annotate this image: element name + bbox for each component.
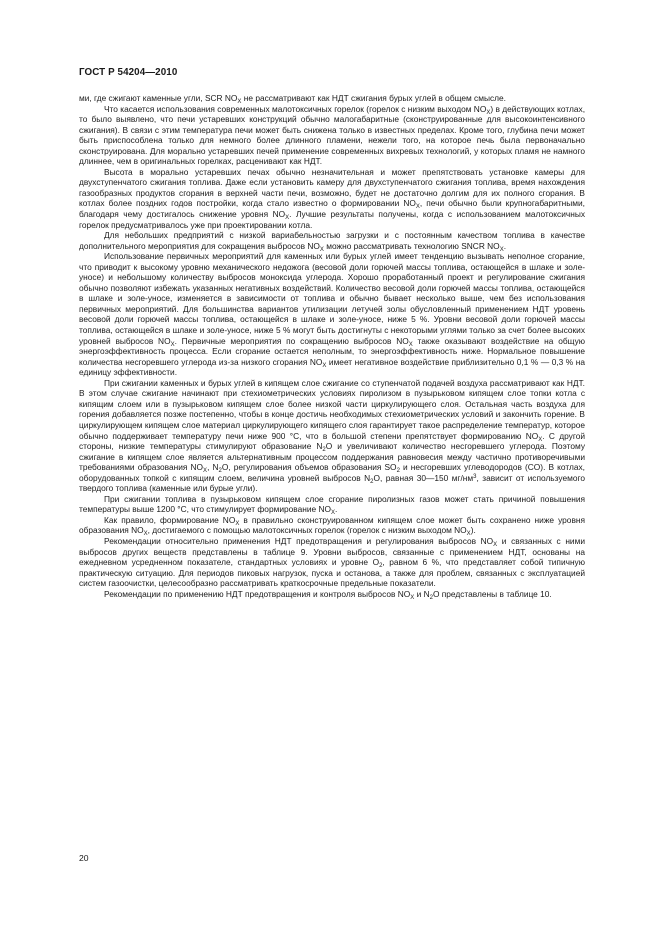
paragraph-2: Что касается использования современных малотоксичных горелок (горелок с низким выходом $NO_X$) в действующих котлах, то было выявлено, что печи устаревших конструкций обычно малогабаритные (сконструированные для высокоинтенсивного сжигания). В связи с этим температура печи может быть снижена только в известных пределах. Кроме того, глубина печи может быть приспособлена только для немного более длинного пламени, нежели того, на которое печь была первоначально сконструирована. Для морально устаревших печей применение современных вихревых технологий, у которых пламя не намного длиннее, чем в оригинальных горелках, расценивают как НДТ. <box>79 103 586 167</box>
paragraph-7: При сжигании топлива в пузырьковом кипящем слое сгорание пиролизных газов может стать причиной повышения температуры выше 1200 °C, что стимулирует формирование $NO_X$. <box>79 493 585 517</box>
document-header: ГОСТ Р 54204—2010 <box>79 67 178 78</box>
paragraph-10: Рекомендации по применению НДТ предотвращения и контроля выбросов $NO_X$ и $N_2O$ представлены в таблице 10. <box>104 588 552 601</box>
paragraph-3: Высота в морально устаревших печах обычно незначительная и может препятствовать установке камеры для двухступенчатого сжигания топлива. Даже если установить камеру для двухступенчатого сжигания топлива, время нахождения газообразных продуктов сгорания в верхней части печи, возможно, будет не достаточно долгим для их полного сгорания. В котлах более поздних годов постройки, когда стало известно о формировании $NO_X$, печи обычно были крупногабаритными, благодаря чему достигалось снижение уровня $NO_X$. Лучшие результаты получены, когда с использованием малотоксичных горелок предусматривалось уже при проектировании котла. <box>79 166 585 230</box>
main-text <box>79 93 585 599</box>
page-number: 20 <box>79 853 89 863</box>
paragraph-1: ми, где сжигают каменные угли, SCR $NO_X$ не рассматривают как НДТ сжигания бурых углей в общем смысле. <box>79 93 506 105</box>
paragraph-5: Использование первичных мероприятий для каменных или бурых углей имеет тенденцию вызывать неполное сгорание, что приводит к высокому уровню механического недожога (весовой доли горючей массы топлива, остающейся в шлаке и золе-уносе) и небольшому количеству выбросов моноксида углерода. Хорошо проработанный проект и регулирование сжигания обычно позволяют избежать указанных негативных воздействий. Количество весовой доли горючей массы топлива, остающейся в шлаке и золе-уносе, изменяется в зависимости от топлива и обычно бывает несколько выше, чем без использования первичных мероприятий. Для большинства вариантов утилизации летучей золы обусловленный применением НДТ уровень весовой доли горючей массы топлива, остающейся в шлаке и золе-уносе, ниже 5 %. Уровни весовой доли горючей массы топлива, остающейся в шлаке и золе-уносе, ниже 5 % могут быть достигнуты с некоторыми углями только за счет более высоких уровней выбросов $NO_X$. Первичные мероприятия по сокращению выбросов $NO_X$ также оказывают воздействие на общую энергоэффективность процесса. Если сгорание остается неполным, то энергоэффективность ниже. Нормальное повышение количества несгоревшего углерода из-за низкого сгорания $NO_X$ имеет негативное воздействие приблизительно 0,1 % — 0,3 % на единицу эффективности. <box>79 251 586 378</box>
paragraph-9: Рекомендации относительно применения НДТ предотвращения и регулирования выбросов $NO_X$ и связанных с ними выбросов других веществ представлены в таблице 9. Уровни выбросов, связанные с применением НДТ, основаны на ежедневном усредненном показателе, стандартных условиях и уровне $O_2$, равном 6 %, что представляет собой типичную практическую ситуацию. Для периодов пиковых нагрузок, пуска и останова, а также для проблем, связанных с эксплуатацией систем газоочистки, целесообразно рассматривать краткосрочные предельные показатели. <box>79 535 585 589</box>
paragraph-6: При сжигании каменных и бурых углей в кипящем слое сжигание со ступенчатой подачей воздуха рассматривают как НДТ. В этом случае сжигание начинают при стехиометрических условиях пиролизом в пузырьковом кипящем слое топки котла с кипящим слоем или в пузырьковом кипящем слое более низкой части циркулирующего слоя. Остальная часть воздуха для горения добавляется позже постепенно, чтобы в конце достичь необходимых стехиометрических условий и закончить горение. В циркулирующем кипящем слое материал циркулирующего кипящего слоя гарантирует такое распределение температур, которое обычно поддерживает температуру печи ниже 900 °C, что в большой степени препятствует формированию $NO_X$. С другой стороны, низкие температуры стимулируют образование $N_2O$ и увеличивают количество несгоревшего углерода. Поэтому сжигание в кипящем слое является альтернативным процессом поддержания равновесия между частично противоречивыми требованиями образования $NO_X$, $N_2O$, регулирования объемов образования $SO_2$ и несгоревших углеводородов (CO). В котлах, оборудованных топкой с кипящим слоем, величина уровней выбросов $N_2O$, равная 30—150 $мг/нм^3$, зависит от используемого твердого топлива (каменные или бурые угли). <box>79 377 586 494</box>
paragraph-8: Как правило, формирование $NO_X$ в правильно сконструированном кипящем слое может быть сохранено ниже уровня образования $NO_X$, достигаемого с помощью малотоксичных горелок (горелок с низким выходом $NO_X$). <box>79 514 586 538</box>
paragraph-4: Для небольших предприятий с низкой вариабельностью загрузки и с постоянным качеством топлива в качестве дополнительного мероприятия для сокращения выбросов $NO_X$ можно рассматривать технологию SNCR $NO_X$. <box>79 230 585 253</box>
